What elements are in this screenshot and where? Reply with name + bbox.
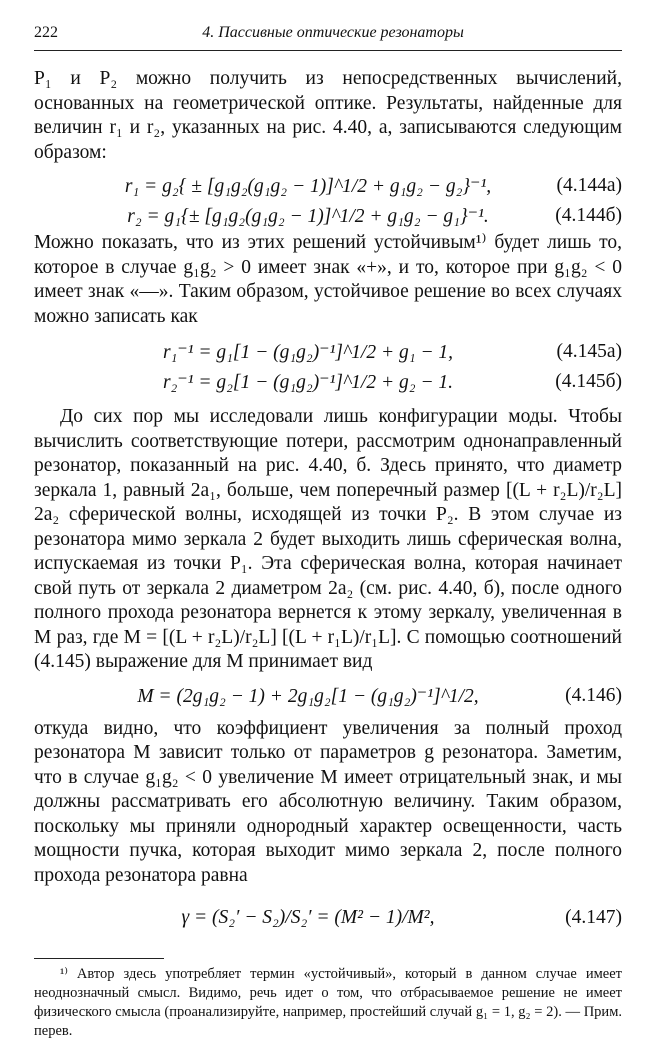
- equation-body: r₁ = g₂{ ± [g₁g₂(g₁g₂ − 1)]^1/2 + g₁g₂ − g₂}⁻¹,: [124, 176, 492, 197]
- equation-label: (4.145б): [555, 371, 622, 392]
- equation-body: r₁⁻¹ = g₁[1 − (g₁g₂)⁻¹]^1/2 + g₁ − 1,: [162, 342, 454, 363]
- running-title: 4. Пассивные оптические резонаторы: [202, 24, 464, 41]
- equation-4-147: [34, 898, 622, 938]
- equation-4-144b: [34, 201, 622, 231]
- equation-body: M = (2g₁g₂ − 1) + 2g₁g₂[1 − (g₁g₂)⁻¹]^1/2,: [137, 685, 479, 707]
- paragraph-2: Можно показать, что из этих решений устойчивым¹⁾ будет лишь то, которое в случае g₁g₂ > 0 имеет знак «+», и то, которое при g₁g₂ < 0 имеет знак «—». Таким образом, устойчивое решение во всех случаях можно записать как: [34, 232, 622, 327]
- equation-body: r₂⁻¹ = g₂[1 − (g₁g₂)⁻¹]^1/2 + g₂ − 1.: [162, 372, 454, 393]
- paragraph-3: До сих пор мы исследовали лишь конфигурации моды. Чтобы вычислить соответствующие потери, рассмотрим однонаправленный резонатор, показанный на рис. 4.40, б. Здесь принято, что диаметр зеркала 1, равный 2a₁, больше, чем поперечный размер [(L + r₂L)/r₂L] 2a₂ сферической волны, исходящей из точки P₂. В этом случае из резонатора мимо зеркала 2 будет выходить лишь сферическая волна, испускаемая из точки P₁. Эта сферическая волна, которая начинает свой путь от зеркала 2 диаметром 2a₂ (см. рис. 4.40, б), после одного полного прохода резонатора вернется к этому зеркалу, увеличенная в M раз, где M = [(L + r₂L)/r₂L] [(L + r₁L)/r₁L]. С помощью соотношений (4.145) выражение для M принимает вид: [34, 406, 622, 672]
- paragraph-4: откуда видно, что коэффициент увеличения за полный проход резонатора M зависит только от параметров g резонатора. Заметим, что в случае g₁g₂ < 0 увеличение M имеет отрицательный знак, и мы должны рассматривать его абсолютную величину. Таким образом, поскольку мы приняли однородный характер освещенности, часть мощности пучка, которая выходит мимо зеркала 2, после полного прохода резонатора равна: [34, 717, 622, 886]
- footnote-divider: [34, 958, 164, 959]
- equation-label: (4.145а): [556, 341, 622, 362]
- footnote: ¹⁾ Автор здесь употребляет термин «устойчивый», который в данном случае имеет неоднозначный смысл. Видимо, речь идет о том, что отбрасываемое решение не имеет физического смысла (проанализируйте, например, простейший случай g₁ = 1, g₂ = 2). — Прим. перев.: [34, 966, 622, 1039]
- equation-label: (4.147): [565, 907, 622, 928]
- equation-4-144a: [34, 171, 622, 201]
- equation-label: (4.146): [565, 684, 622, 706]
- equation-4-146: [34, 681, 622, 711]
- page-number: 222: [34, 24, 58, 41]
- equation-body: r₂ = g₁{± [g₁g₂(g₁g₂ − 1)]^1/2 + g₁g₂ − g₁}⁻¹.: [127, 206, 489, 227]
- equation-label: (4.144а): [556, 175, 622, 196]
- page-header: [34, 24, 622, 51]
- equation-body: γ = (S₂′ − S₂)/S₂′ = (M² − 1)/M²,: [181, 907, 435, 928]
- equation-4-145b: [34, 367, 622, 397]
- equation-4-145a: [34, 337, 622, 367]
- paragraph-1: P₁ и P₂ можно получить из непосредственных вычислений, основанных на геометрической оптике. Результаты, найденные для величин r₁ и r₂, указанных на рис. 4.40, а, записываются следующим образом:: [34, 68, 622, 163]
- page: [34, 24, 622, 1041]
- equation-label: (4.144б): [555, 205, 622, 226]
